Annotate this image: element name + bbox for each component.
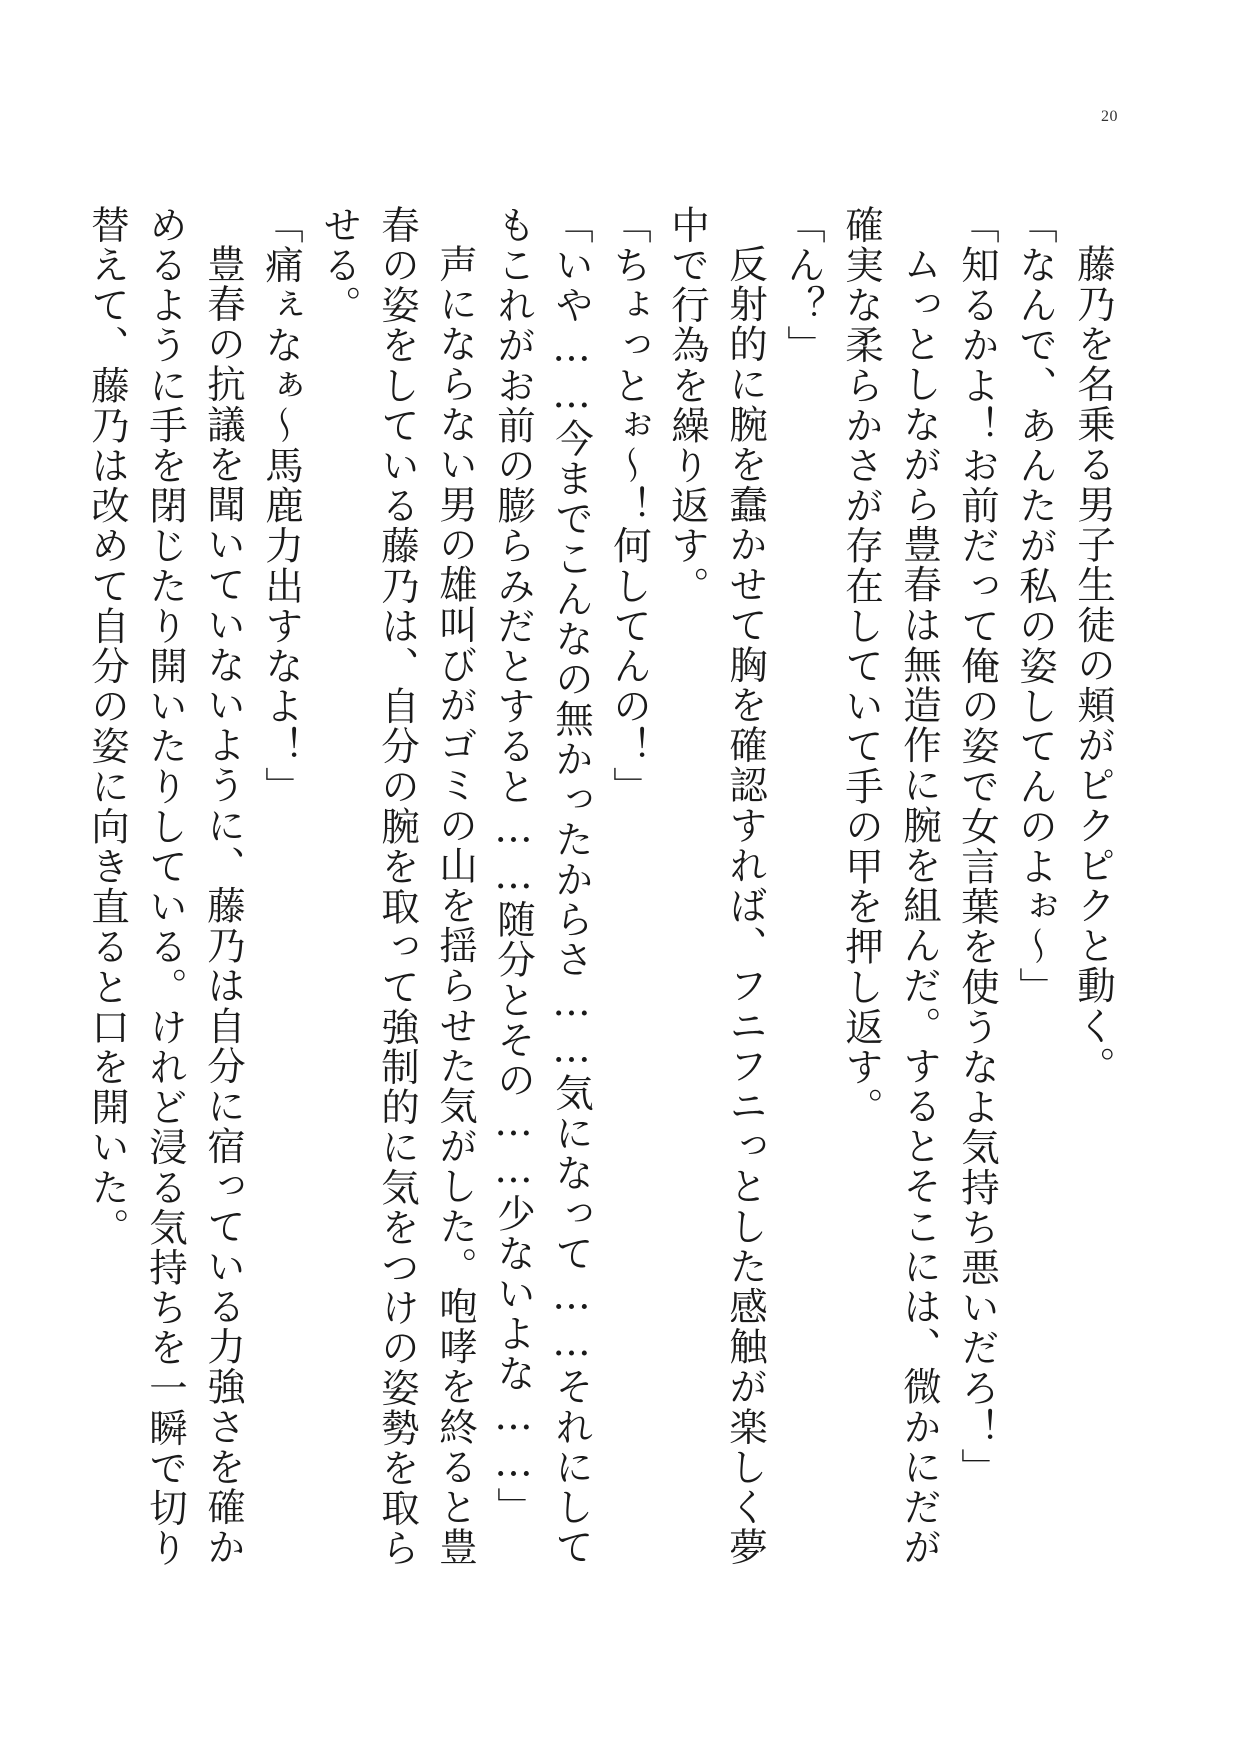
page-number: 20: [1101, 108, 1118, 125]
vertical-text-body: [85, 205, 1122, 1605]
paragraph-narration: 声にならない男の雄叫びがゴミの山を揺らせた気がした。咆哮を終ると豊春の姿をしている藤乃は、自分の腕を取って強制的に気をつけの姿勢を取らせる。: [317, 205, 478, 1569]
paragraph-narration: 豊春の抗議を聞いていないように、藤乃は自分に宿っている力強さを確かめるように手を閉じたり開いたりしている。けれど浸る気持ちを一瞬で切り替えて、藤乃は改めて自分の姿に向き直ると口を開いた。: [85, 205, 246, 1569]
paragraph-narration: 反射的に腕を蠢かせて胸を確認すれば、フニフニっとした感触が楽しく夢中で行為を繰り返す。: [665, 205, 768, 1567]
paragraph-dialogue: 「いや……今までこんなの無かったからさ……気になって……それにしてもこれがお前の膨らみだとすると……随分とその……少ないよな……」: [491, 205, 594, 1568]
paragraph-narration: 藤乃を名乗る男子生徒の頬がピクピクと動く。: [1071, 243, 1116, 1086]
paragraph-dialogue: 「ちょっとぉ～！何してんの！」: [607, 205, 652, 807]
paragraph-narration: ムっとしながら豊春は無造作に腕を組んだ。するとそこには、微かにだが確実な柔らかさが存在していて手の甲を押し返す。: [839, 205, 942, 1567]
paragraph-dialogue: 「なんで、あんたが私の姿してんのよぉ～」: [1013, 205, 1058, 1007]
paragraph-dialogue: 「ん？」: [781, 205, 826, 366]
paragraph-dialogue: 「痛ぇなぁ～馬鹿力出すなよ！」: [259, 205, 304, 807]
paragraph-dialogue: 「知るかよ！お前だって俺の姿で女言葉を使うなよ気持ち悪いだろ！」: [955, 205, 1000, 1489]
